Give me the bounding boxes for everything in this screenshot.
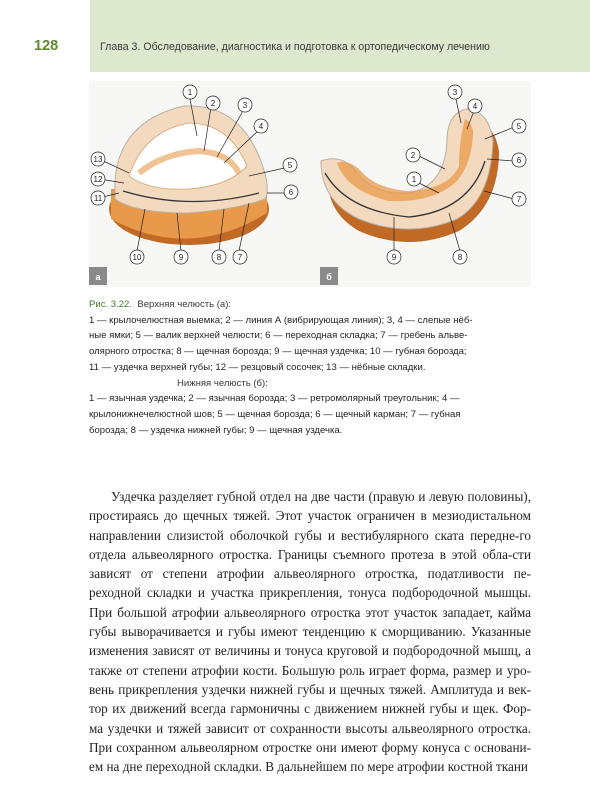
caption-upper-jaw-title: Верхняя челюсть (а):: [137, 299, 232, 310]
label-a-8: 8: [216, 253, 222, 262]
panel-a-tag: а: [95, 272, 101, 282]
label-a-4: 4: [258, 122, 264, 131]
label-a-13: 13: [93, 155, 103, 164]
chapter-title: Глава 3. Обследование, диагностика и подготовка к ортопедическому лечению: [100, 41, 490, 53]
figure-illustration: [89, 81, 531, 287]
caption-upper-line-4: 11 — уздечка верхней губы; 12 — резцовый сосочек; 13 — нёбные складки.: [89, 361, 426, 373]
label-a-2: 2: [210, 99, 216, 108]
label-b-1: 1: [411, 175, 417, 184]
caption-lower-jaw-title: Нижняя челюсть (б):: [177, 377, 268, 389]
figure-caption: [89, 297, 534, 438]
label-b-4: 4: [472, 102, 478, 111]
caption-lower-line-1: 1 — язычная уздечка; 2 — язычная борозда; 3 — ретромолярный треугольник; 4 —: [89, 393, 460, 405]
label-a-5: 5: [287, 161, 293, 170]
header-green-band: [90, 0, 590, 72]
caption-upper-line-2: ные ямки; 5 — валик верхней челюсти; 6 — переходная складка; 7 — гребень альве-: [89, 330, 468, 342]
panel-b-tag: б: [326, 272, 332, 282]
label-a-12: 12: [93, 175, 103, 184]
page-number: 128: [34, 38, 59, 54]
label-a-10: 10: [132, 253, 142, 262]
label-b-8: 8: [457, 253, 463, 262]
label-b-7: 7: [516, 195, 522, 204]
label-b-6: 6: [516, 156, 522, 165]
label-a-6: 6: [288, 188, 294, 197]
label-b-9: 9: [391, 253, 397, 262]
label-a-11: 11: [93, 194, 103, 203]
label-a-7: 7: [237, 253, 243, 262]
label-a-9: 9: [178, 253, 184, 262]
label-b-3: 3: [452, 88, 458, 97]
body-paragraph: Уздечка разделяет губной отдел на две части (правую и левую половины), простираясь до щечных тяжей. Этот участок ограничен в мезиодистальном направлении слизистой оболочкой губы и вестибулярного ската передне-го отдела альвеолярного отростка. Границы съемного протеза в этой обла-сти зависят от степени атрофии альвеолярного отростка, податливости пе-реходной складки и участка прикрепления, тонуса подбородочной мышцы. При большой атрофии альвеолярного отростка этот участок западает, кайма губы выворачивается и губы имеют тенденцию к сморщиванию. Указанные изменения зависят от величины и тонуса круговой и подбородочной мышц, а также от степени атрофии кости. Большую роль играет форма, размер и уро-вень прикрепления уздечки нижней губы и щечных тяжей. Амплитуда и век-тор их движений всегда гармоничны с движением нижней губы и щек. Фор-ма уздечки и тяжей зависит от сохранности высоты альвеолярного отростка. При сохранном альвеолярном отростке они имеют форму конуса с основани-ем на дне переходной складки. В дальнейшем по мере атрофии костной ткани: [89, 489, 531, 775]
figure-3-22: [89, 81, 531, 287]
caption-title: [89, 297, 534, 313]
label-a-1: 1: [187, 88, 193, 97]
label-b-2: 2: [410, 151, 416, 160]
label-b-5: 5: [516, 122, 522, 131]
caption-lower-line-2: крылонижнечелюстной шов; 5 — щечная борозда; 6 — щечный карман; 7 — губная: [89, 408, 461, 420]
caption-lower-line-3: борозда; 8 — уздечка нижней губы; 9 — щечная уздечка.: [89, 424, 343, 436]
caption-figure-number: Рис. 3.22.: [89, 299, 133, 310]
caption-upper-line-1: 1 — крылочелюстная выемка; 2 — линия А (вибрирующая линия); 3, 4 — слепые нёб-: [89, 314, 473, 326]
upper-jaw-model: [109, 106, 269, 245]
label-a-3: 3: [242, 101, 248, 110]
caption-upper-line-3: олярного отростка; 8 — щечная борозда; 9 — щечная уздечка; 10 — губная борозда;: [89, 346, 467, 358]
